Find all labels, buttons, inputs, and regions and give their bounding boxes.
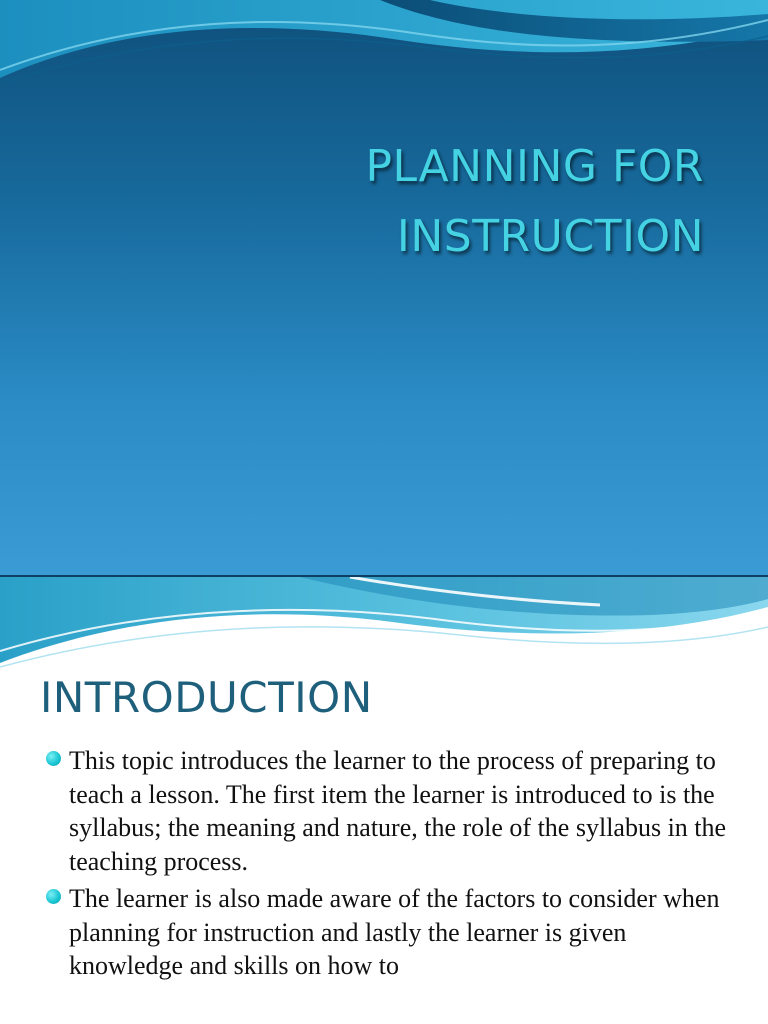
bullet-item	[46, 882, 746, 983]
bullet-dot-icon	[46, 889, 61, 904]
bullet-text: The learner is also made aware of the factors to consider when planning for instruction and lastly the learner is given knowledge and skills on how to	[69, 884, 720, 980]
title-line-2: INSTRUCTION	[396, 211, 704, 262]
bullet-item	[46, 744, 746, 878]
content-slide	[0, 577, 768, 1024]
header-wave-decoration	[0, 0, 768, 110]
slide-title	[366, 132, 704, 272]
bullet-text: This topic introduces the learner to the process of preparing to teach a lesson. The first item the learner is introduced to is the syllabus; the meaning and nature, the role of the syllabus in the teaching process.	[69, 746, 727, 876]
header-wave-decoration	[0, 577, 768, 672]
slide-heading: INTRODUCTION	[40, 673, 373, 722]
bullet-list	[46, 744, 746, 987]
title-line-1: PLANNING FOR	[365, 141, 704, 192]
bullet-dot-icon	[46, 751, 61, 766]
